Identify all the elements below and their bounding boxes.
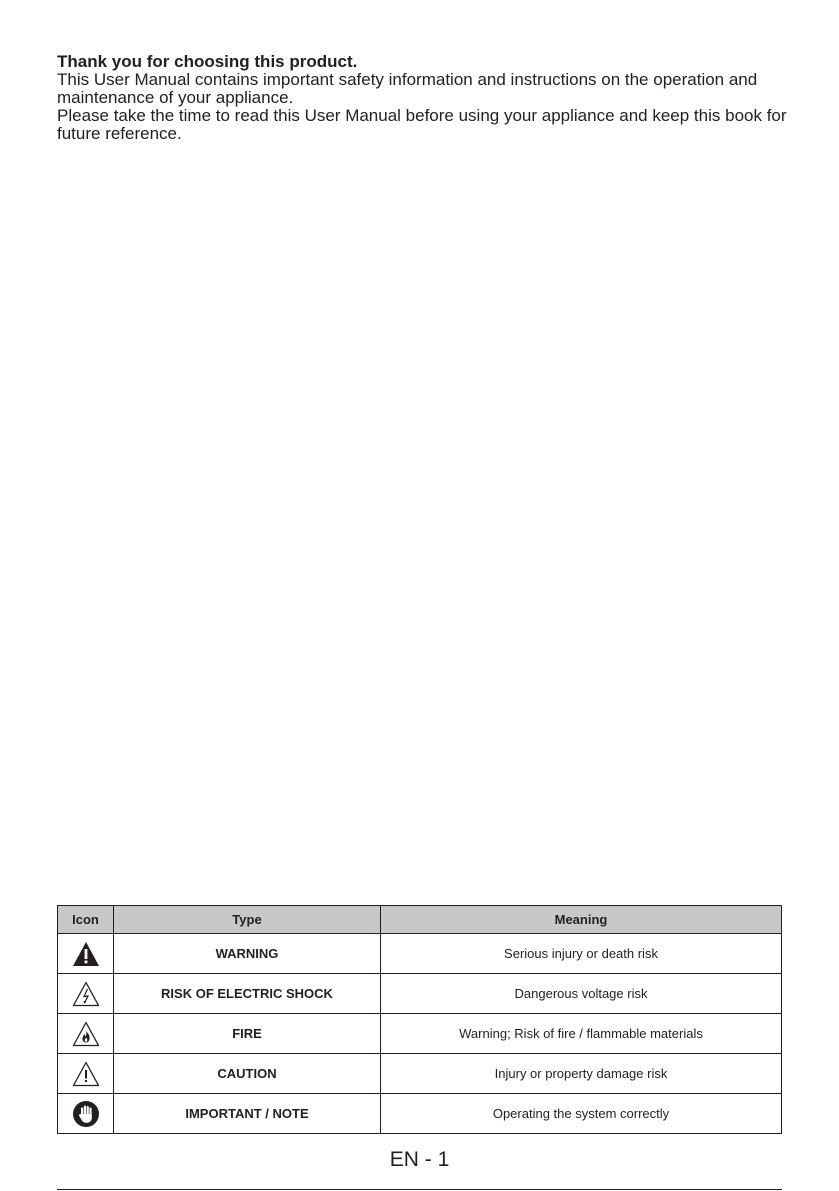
- intro-paragraph-1: This User Manual contains important safety information and instructions on the operation and maintenance of your appliance.: [57, 70, 758, 107]
- table-row: [58, 1094, 782, 1134]
- row-meaning: Injury or property damage risk: [381, 1054, 782, 1094]
- table-row: [58, 934, 782, 974]
- caution-icon: [72, 1061, 100, 1087]
- row-type: RISK OF ELECTRIC SHOCK: [114, 974, 381, 1014]
- stop-hand-icon: [72, 1100, 100, 1128]
- page-number: EN - 1: [389, 1148, 450, 1171]
- row-meaning: Operating the system correctly: [381, 1094, 782, 1134]
- row-meaning: Dangerous voltage risk: [381, 974, 782, 1014]
- table-row: [58, 974, 782, 1014]
- row-type: WARNING: [114, 934, 381, 974]
- header-icon: Icon: [58, 906, 114, 934]
- warning-filled-icon: [72, 941, 100, 967]
- footer-divider: [57, 1189, 782, 1190]
- electric-shock-icon: [72, 981, 100, 1007]
- row-type: FIRE: [114, 1014, 381, 1054]
- intro-paragraph-2: Please take the time to read this User Manual before using your appliance and keep this book for future reference.: [57, 106, 787, 143]
- header-meaning: Meaning: [381, 906, 782, 934]
- table-header-row: [58, 906, 782, 934]
- row-meaning: Warning; Risk of fire / flammable materials: [381, 1014, 782, 1054]
- row-type: CAUTION: [114, 1054, 381, 1094]
- header-type: Type: [114, 906, 381, 934]
- table-row: [58, 1014, 782, 1054]
- row-meaning: Serious injury or death risk: [381, 934, 782, 974]
- row-type: IMPORTANT / NOTE: [114, 1094, 381, 1134]
- table-row: [58, 1054, 782, 1094]
- intro-lead: Thank you for choosing this product.: [57, 52, 358, 71]
- intro-text: [57, 53, 787, 143]
- fire-icon: [72, 1021, 100, 1047]
- safety-icons-table: [57, 905, 782, 1134]
